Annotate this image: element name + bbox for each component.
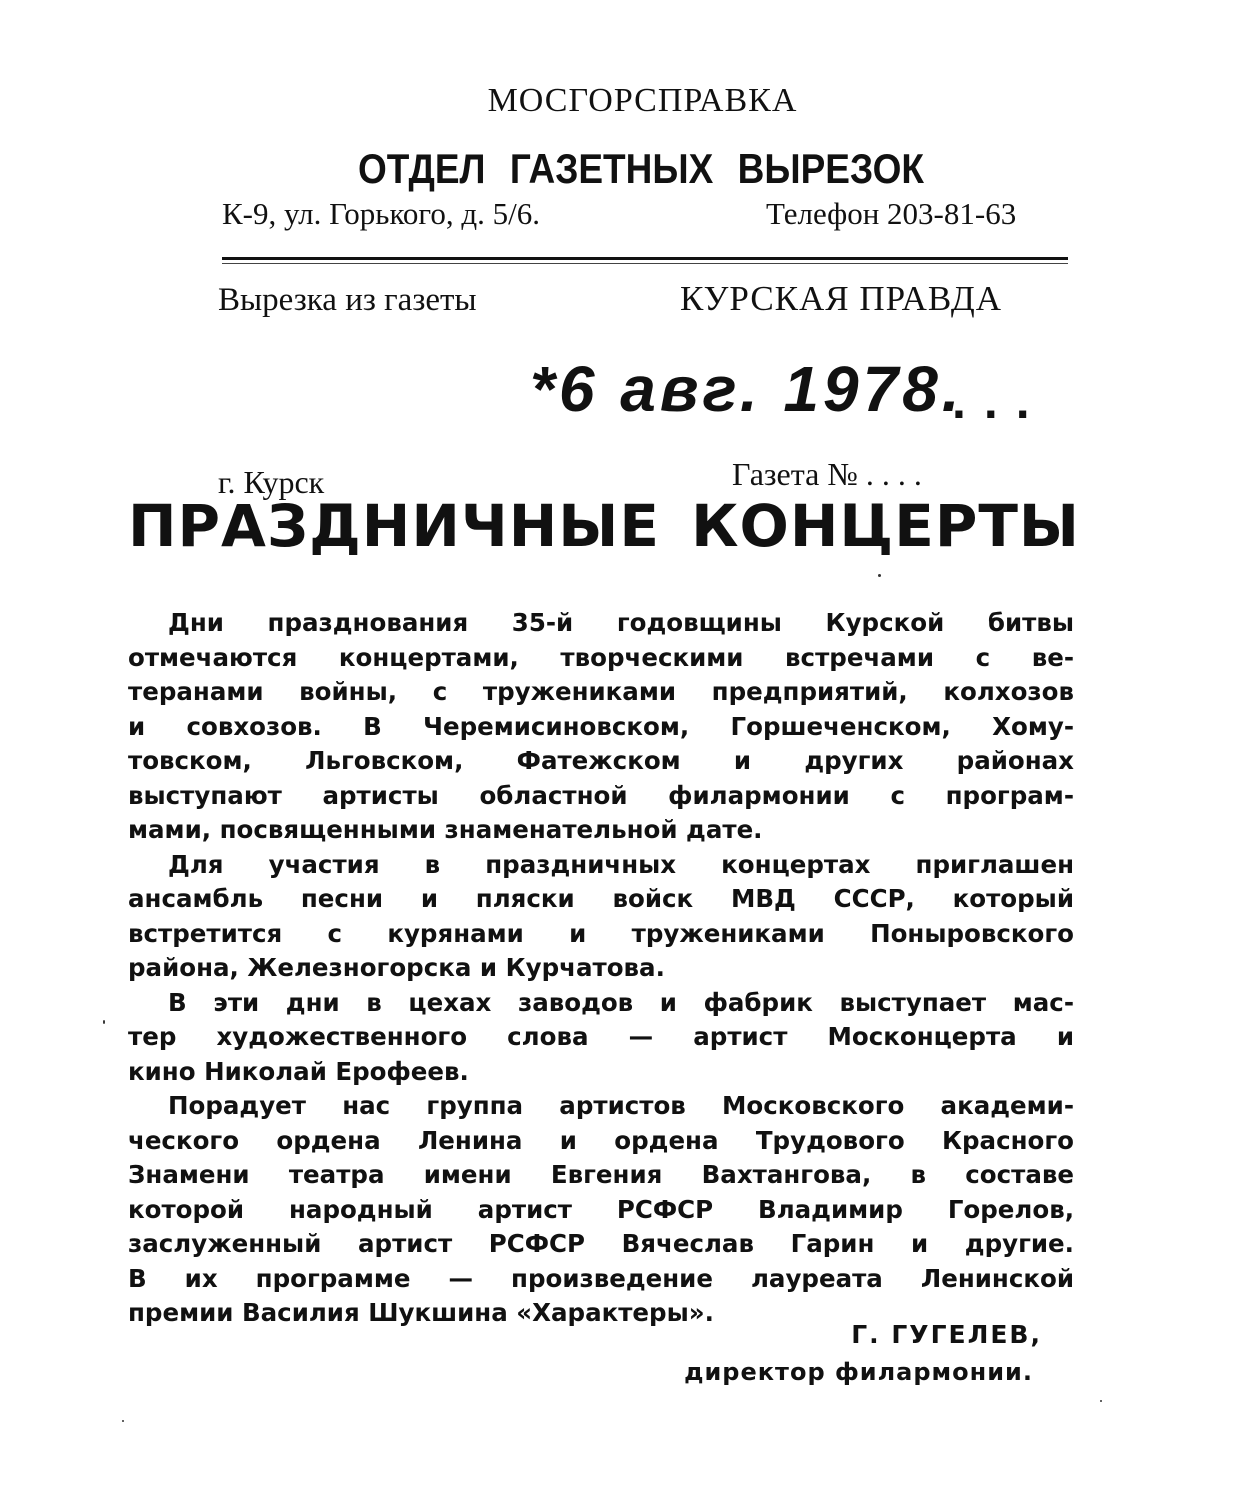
clipping-label: Вырезка из газеты [218,282,477,318]
city-label: г. Курск [218,464,325,500]
article-line: ческого ордена Ленина и ордена Трудового Красного [128,1125,1074,1155]
article-line: ансамбль песни и пляски войск МВД СССР, который [128,884,1074,913]
headline-word: КОНЦЕРТЫ [691,492,1080,560]
agency-phone: Телефон 203-81-63 [766,196,1017,231]
department-word: ОТДЕЛ [358,146,486,192]
article-line: В их программе — произведение лауреата Ленинской [128,1263,1074,1293]
article-line: премии Василия Шукшина «Характеры». [128,1298,714,1327]
article-line: Порадует нас группа артистов Московского академи- [168,1091,1074,1120]
article-line: тер художественного слова — артист Москонцерта и [128,1022,1074,1051]
article-line: Знамени театра имени Евгения Вахтангова, в составе [128,1160,1074,1189]
article-line: Для участия в праздничных концертах приглашен [168,849,1074,879]
issue-number: Газета № . . . . [732,456,922,492]
article-line: заслуженный артист РСФСР Вячеслав Гарин и другие. [128,1229,1074,1258]
newspaper-name: КУРСКАЯ ПРАВДА [680,279,1003,318]
agency-name: МОСГОРСПРАВКА [487,82,798,119]
article-line: выступают артисты областной филармонии с програм- [128,780,1074,810]
article-line: товском, Льговском, Фатежском и других районах [128,746,1074,775]
article-line: мами, посвященными знаменательной дате. [128,815,763,844]
article-body [128,606,1074,1331]
article-line: Дни празднования 35-й годовщины Курской битвы [168,608,1074,637]
article-line: теранами войны, с тружениками предприятий, колхозов [128,677,1074,706]
department-title [358,146,924,193]
date-stamp: *6 авг. 1978. [530,353,964,425]
article-line: района, Железногорска и Курчатова. [128,953,665,982]
date-stamp-dots: ... [952,373,1048,429]
department-word: ГАЗЕТНЫХ [509,146,714,192]
author-signature: Г. ГУГЕЛЕВ, [851,1320,1042,1349]
article-line: кино Николай Ерофеев. [128,1056,469,1086]
department-word: ВЫРЕЗОК [737,146,924,192]
print-speck [1100,1400,1102,1402]
article-line: и совхозов. В Черемисиновском, Горшеченском, Хому- [128,711,1074,741]
article-line: отмечаются концертами, творческими встречами с ве- [128,642,1074,672]
article-line: которой народный артист РСФСР Владимир Горелов, [128,1194,1074,1224]
print-speck [878,574,881,577]
print-speck [103,1020,105,1024]
author-position: директор филармонии. [684,1358,1033,1386]
headline-word: ПРАЗДНИЧНЫЕ [128,492,661,560]
article-headline [128,492,1080,560]
agency-address: К-9, ул. Горького, д. 5/6. [222,196,541,231]
print-speck [122,1420,124,1422]
article-line: встретится с курянами и тружениками Поныровского [128,918,1074,948]
article-line: В эти дни в цехах заводов и фабрик выступает мас- [168,987,1074,1017]
header-divider [222,257,1068,260]
header-divider-thin [222,263,1068,264]
